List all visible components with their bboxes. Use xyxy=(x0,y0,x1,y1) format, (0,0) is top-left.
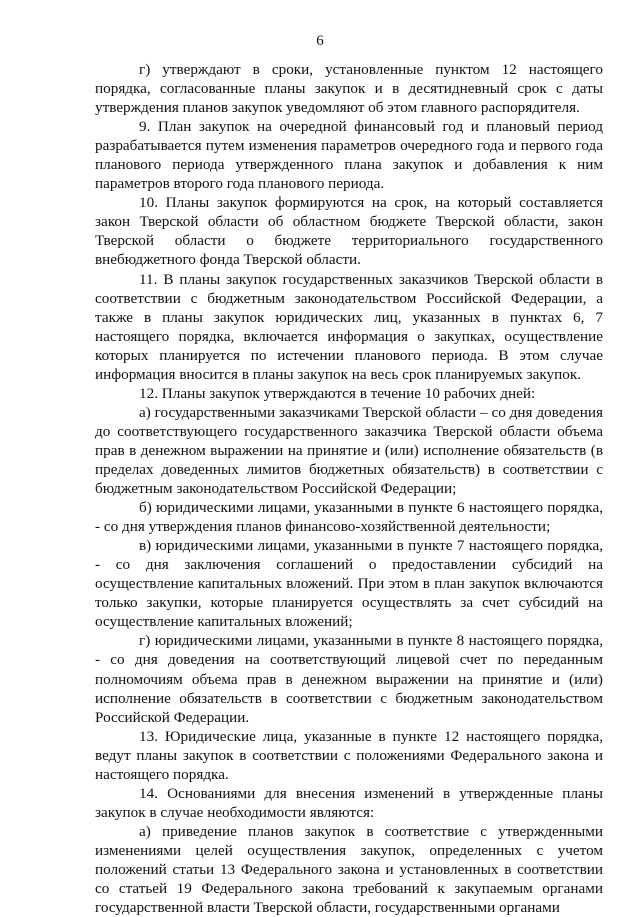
paragraph-12-a: а) государственными заказчиками Тверской области – со дня доведения до соответствующего государственного заказчика Тверской области объема прав в денежном выражении на принятие и (или) исполнение обязательств (в пределах доведенных лимитов бюджетных обязательств) в соответствии с бюджетным законодательством Российской Федерации; xyxy=(95,403,603,498)
document-body xyxy=(95,60,603,917)
paragraph-11: 11. В планы закупок государственных заказчиков Тверской области в соответствии с бюджетным законодательством Российской Федерации, а также в планы закупок юридических лиц, указанных в пунктах 6, 7 настоящего порядка, включается информация о закупках, осуществление которых планируется по истечении планового периода. В этом случае информация вносится в планы закупок на весь срок планируемых закупок. xyxy=(95,270,603,383)
paragraph-12-g: г) юридическими лицами, указанными в пункте 8 настоящего порядка, - со дня доведения на соответствующий лицевой счет по переданным полномочиям объема прав в денежном выражении на принятие и (или) исполнение обязательств в соответствии с бюджетным законодательством Российской Федерации. xyxy=(95,632,603,726)
paragraph-12: 12. Планы закупок утверждаются в течение 10 рабочих дней: xyxy=(139,384,536,402)
paragraph-10: 10. Планы закупок формируются на срок, на который составляется закон Тверской области об областном бюджете Тверской области, закон Тверской области о бюджете территориального государственного внебюджетного фонда Тверской области. xyxy=(95,194,603,269)
paragraph-14-a: а) приведение планов закупок в соответствие с утвержденными изменениями целей осуществления закупок, определенных с учетом положений статьи 13 Федерального закона и установленных в соответствии со статьей 19 Федерального закона требований к закупаемым органами государственной власти Тверской области, государственными органами xyxy=(95,822,603,917)
paragraph-12-b: б) юридическими лицами, указанными в пункте 6 настоящего порядка, - со дня утверждения планов финансово-хозяйственной деятельности; xyxy=(95,499,603,536)
paragraph-13: 13. Юридические лица, указанные в пункте 12 настоящего порядка, ведут планы закупок в соответствии с положениями Федерального закона и настоящего порядка. xyxy=(95,727,603,783)
paragraph-clause-g-approve: г) утверждают в сроки, установленные пунктом 12 настоящего порядка, согласованные планы закупок и в десятидневный срок с даты утверждения планов закупок уведомляют об этом главного распорядителя. xyxy=(95,61,603,117)
page-number: 6 xyxy=(316,33,324,49)
paragraph-12-v: в) юридическими лицами, указанными в пункте 7 настоящего порядка, - со дня заключения соглашений о предоставлении субсидий на осуществление капитальных вложений. При этом в план закупок включаются только закупки, которые планируется осуществлять за счет субсидий на осуществление капитальных вложений; xyxy=(95,537,603,631)
paragraph-9: 9. План закупок на очередной финансовый год и плановый период разрабатывается путем изменения параметров очередного года и первого года планового периода утвержденного плана закупок и добавления к ним параметров второго года планового периода. xyxy=(95,118,603,193)
paragraph-14: 14. Основаниями для внесения изменений в утвержденные планы закупок в случае необходимости являются: xyxy=(95,784,603,821)
